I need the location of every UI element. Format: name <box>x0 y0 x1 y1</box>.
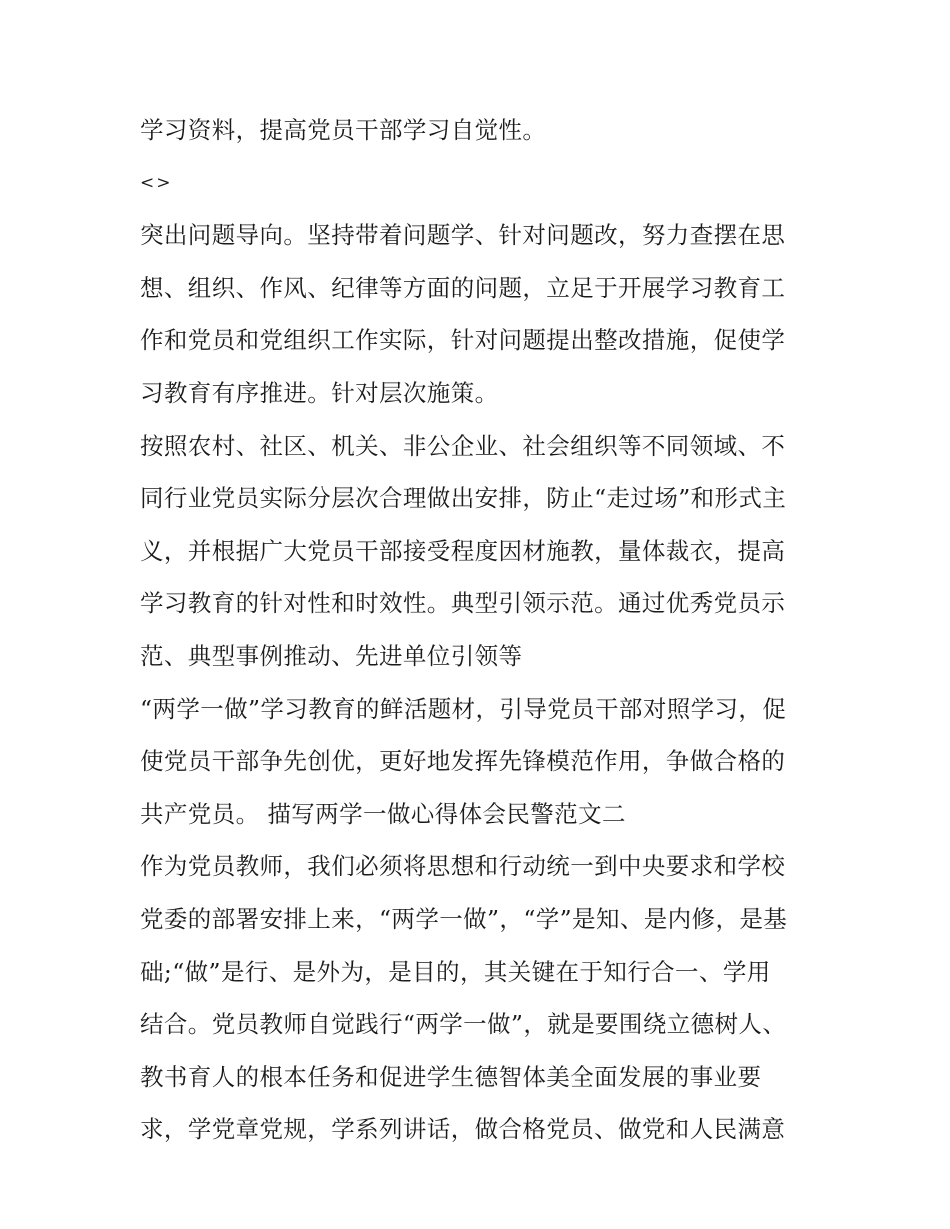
text-line: 共产党员。 描写两学一做心得体会民警范文二 <box>140 799 626 828</box>
text-line: 使党员干部争先创优，更好地发挥先锋模范作用，争做合格的 <box>140 747 786 776</box>
text-line: 突出问题导向。坚持带着问题学、针对问题改，努力查摆在思 <box>140 221 786 250</box>
text-line: 学习资料，提高党员干部学习自觉性。 <box>140 116 547 144</box>
text-line: 想、组织、作风、纪律等方面的问题，立足于开展学习教育工 <box>140 273 786 302</box>
text-line: 础;“做”是行、是外为，是目的，其关键在于知行合一、学用 <box>140 957 771 986</box>
text-line: 范、典型事例推动、先进单位引领等 <box>140 641 523 670</box>
placeholder-marker: <> <box>140 172 173 193</box>
document-body <box>140 104 820 1156</box>
text-line: 习教育有序推进。针对层次施策。 <box>140 378 499 407</box>
text-line: 作为党员教师，我们必须将思想和行动统一到中央要求和学校 <box>140 852 786 881</box>
text-line: 教书育人的根本任务和促进学生德智体美全面发展的事业要 <box>140 1062 762 1091</box>
text-line: 同行业党员实际分层次合理做出安排，防止“走过场”和形式主 <box>140 484 787 513</box>
text-line: “两学一做”学习教育的鲜活题材，引导党员干部对照学习，促 <box>140 694 787 723</box>
text-line: 作和党员和党组织工作实际，针对问题提出整改措施，促使学 <box>140 326 786 355</box>
text-line: 求，学党章党规，学系列讲话，做合格党员、做党和人民满意 <box>140 1115 786 1144</box>
text-line: 按照农村、社区、机关、非公企业、社会组织等不同领域、不 <box>140 431 786 460</box>
text-line: 党委的部署安排上来，“两学一做”，“学”是知、是内修，是基 <box>140 904 788 933</box>
text-line: 结合。党员教师自觉践行“两学一做”，就是要围绕立德树人、 <box>140 1010 787 1039</box>
text-line: 义，并根据广大党员干部接受程度因材施教，量体裁衣，提高 <box>140 536 786 565</box>
text-line: 学习教育的针对性和时效性。典型引领示范。通过优秀党员示 <box>140 589 786 618</box>
